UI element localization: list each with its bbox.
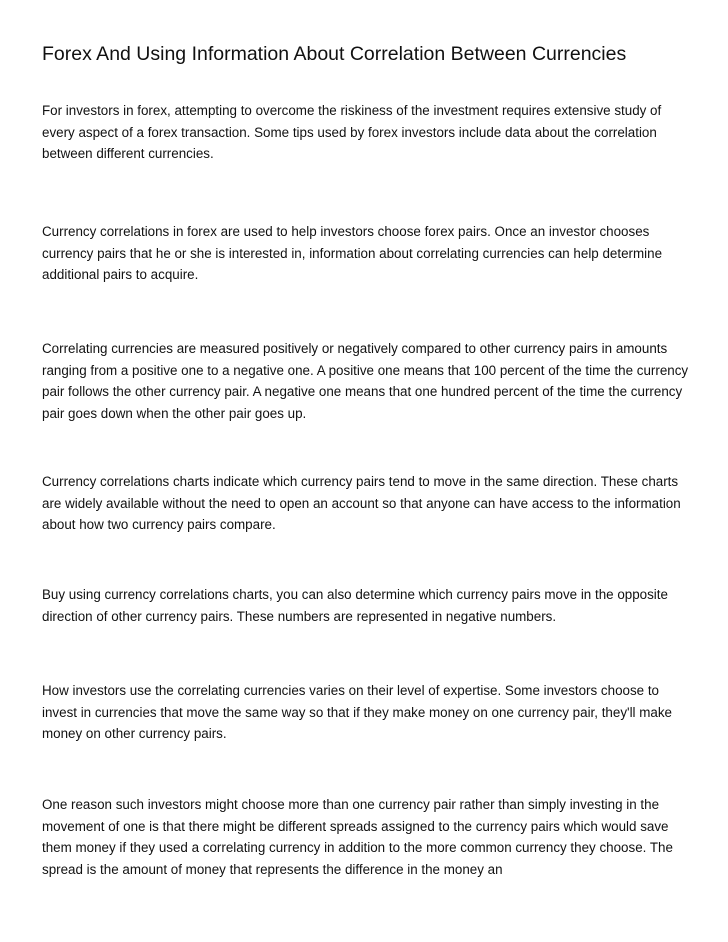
paragraph-correlation-charts: Currency correlations charts indicate which currency pairs tend to move in the same direction. These charts are widely available without the need to open an account so that anyone can have access to the information about how two currency pairs compare.	[42, 474, 681, 532]
paragraph-spreads: One reason such investors might choose more than one currency pair rather than simply investing in the movement of one is that there might be different spreads assigned to the currency pairs which would save them money if they used a correlating currency in addition to the more common currency they choose. The spread is the amount of money that represents the difference in the money an	[42, 797, 673, 877]
paragraph-investor-usage: How investors use the correlating currencies varies on their level of expertise. Some investors choose to invest in currencies that move the same way so that if they make money on one currency pair, they'll make money on other currency pairs.	[42, 683, 672, 741]
paragraph-measurement: Correlating currencies are measured positively or negatively compared to other currency pairs in amounts ranging from a positive one to a negative one. A positive one means that 100 percent of the time the currency pair follows the other currency pair. A negative one means that one hundred percent of the time the currency pair goes down when the other pair goes up.	[42, 341, 689, 421]
paragraph-currency-correlations: Currency correlations in forex are used to help investors choose forex pairs. Once an investor chooses currency pairs that he or she is interested in, information about correlating currencies can help determine additional pairs to acquire.	[42, 224, 663, 282]
paragraph-opposite-direction: Buy using currency correlations charts, you can also determine which currency pairs move in the opposite direction of other currency pairs. These numbers are represented in negative numbers.	[42, 587, 668, 624]
document-title: Forex And Using Information About Correlation Between Currencies	[42, 43, 627, 65]
paragraph-intro: For investors in forex, attempting to overcome the riskiness of the investment requires extensive study of every aspect of a forex transaction. Some tips used by forex investors include data about the correlation between different currencies.	[42, 103, 662, 161]
document-page	[42, 43, 692, 877]
